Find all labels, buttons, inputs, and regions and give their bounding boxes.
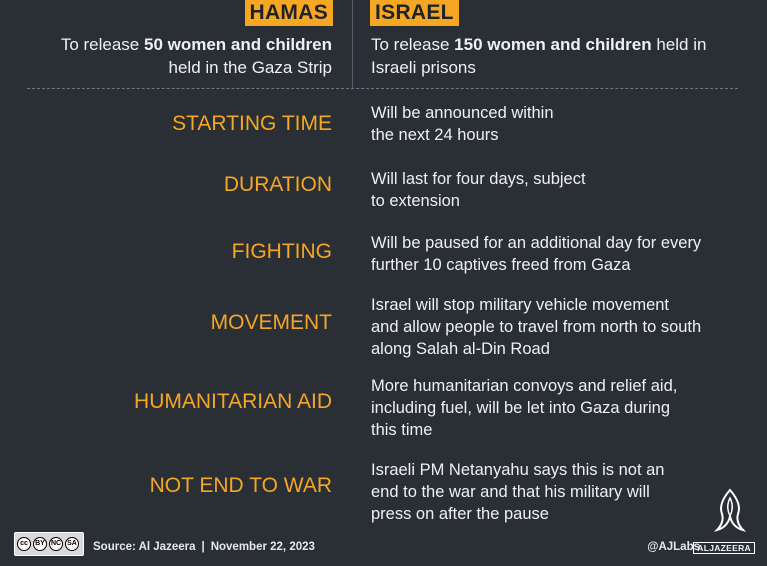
header-divider: [27, 88, 738, 89]
aljazeera-emblem-icon: [713, 488, 747, 536]
by-icon: BY: [33, 537, 47, 551]
source-text: Source: Al Jazeera: [93, 541, 196, 553]
israel-release-text: To release 150 women and children held in Israeli prisons: [371, 35, 707, 77]
source-line: [93, 541, 315, 558]
row-label: DURATION: [223, 173, 332, 196]
row-label: FIGHTING: [231, 240, 332, 263]
date-text: November 22, 2023: [210, 541, 315, 553]
row-text: Will last for four days, subject to extension: [371, 170, 586, 210]
cc-icon: cc: [17, 537, 31, 551]
creative-commons-badge: [14, 532, 84, 556]
row-text: Will be paused for an additional day for every further 10 captives freed from Gaza: [371, 234, 702, 274]
column-divider: [352, 0, 353, 88]
hamas-tag: HAMAS: [245, 0, 334, 26]
row-text: Israel will stop military vehicle movement and allow people to travel from north to south along Salah al-Din Road: [371, 296, 702, 358]
row-label: MOVEMENT: [210, 311, 332, 334]
row-text: More humanitarian convoys and relief aid, including fuel, will be let into Gaza during this time: [371, 377, 678, 439]
nc-icon: NC: [49, 537, 63, 551]
row-label: NOT END TO WAR: [149, 474, 332, 497]
israel-tag: ISRAEL: [370, 0, 459, 26]
aljazeera-logo: ALJAZEERA: [693, 542, 755, 554]
source-separator: |: [201, 541, 205, 553]
row-text: Israeli PM Netanyahu says this is not an end to the war and that his military will press on after the pause: [371, 461, 665, 523]
sa-icon: SA: [65, 537, 79, 551]
hamas-release-text: To release 50 women and children held in the Gaza Strip: [60, 35, 332, 77]
row-label: STARTING TIME: [172, 112, 332, 135]
ajlabs-handle: @AJLabs: [647, 541, 700, 553]
row-text: Will be announced within the next 24 hours: [371, 104, 554, 144]
row-label: HUMANITARIAN AID: [134, 390, 332, 413]
